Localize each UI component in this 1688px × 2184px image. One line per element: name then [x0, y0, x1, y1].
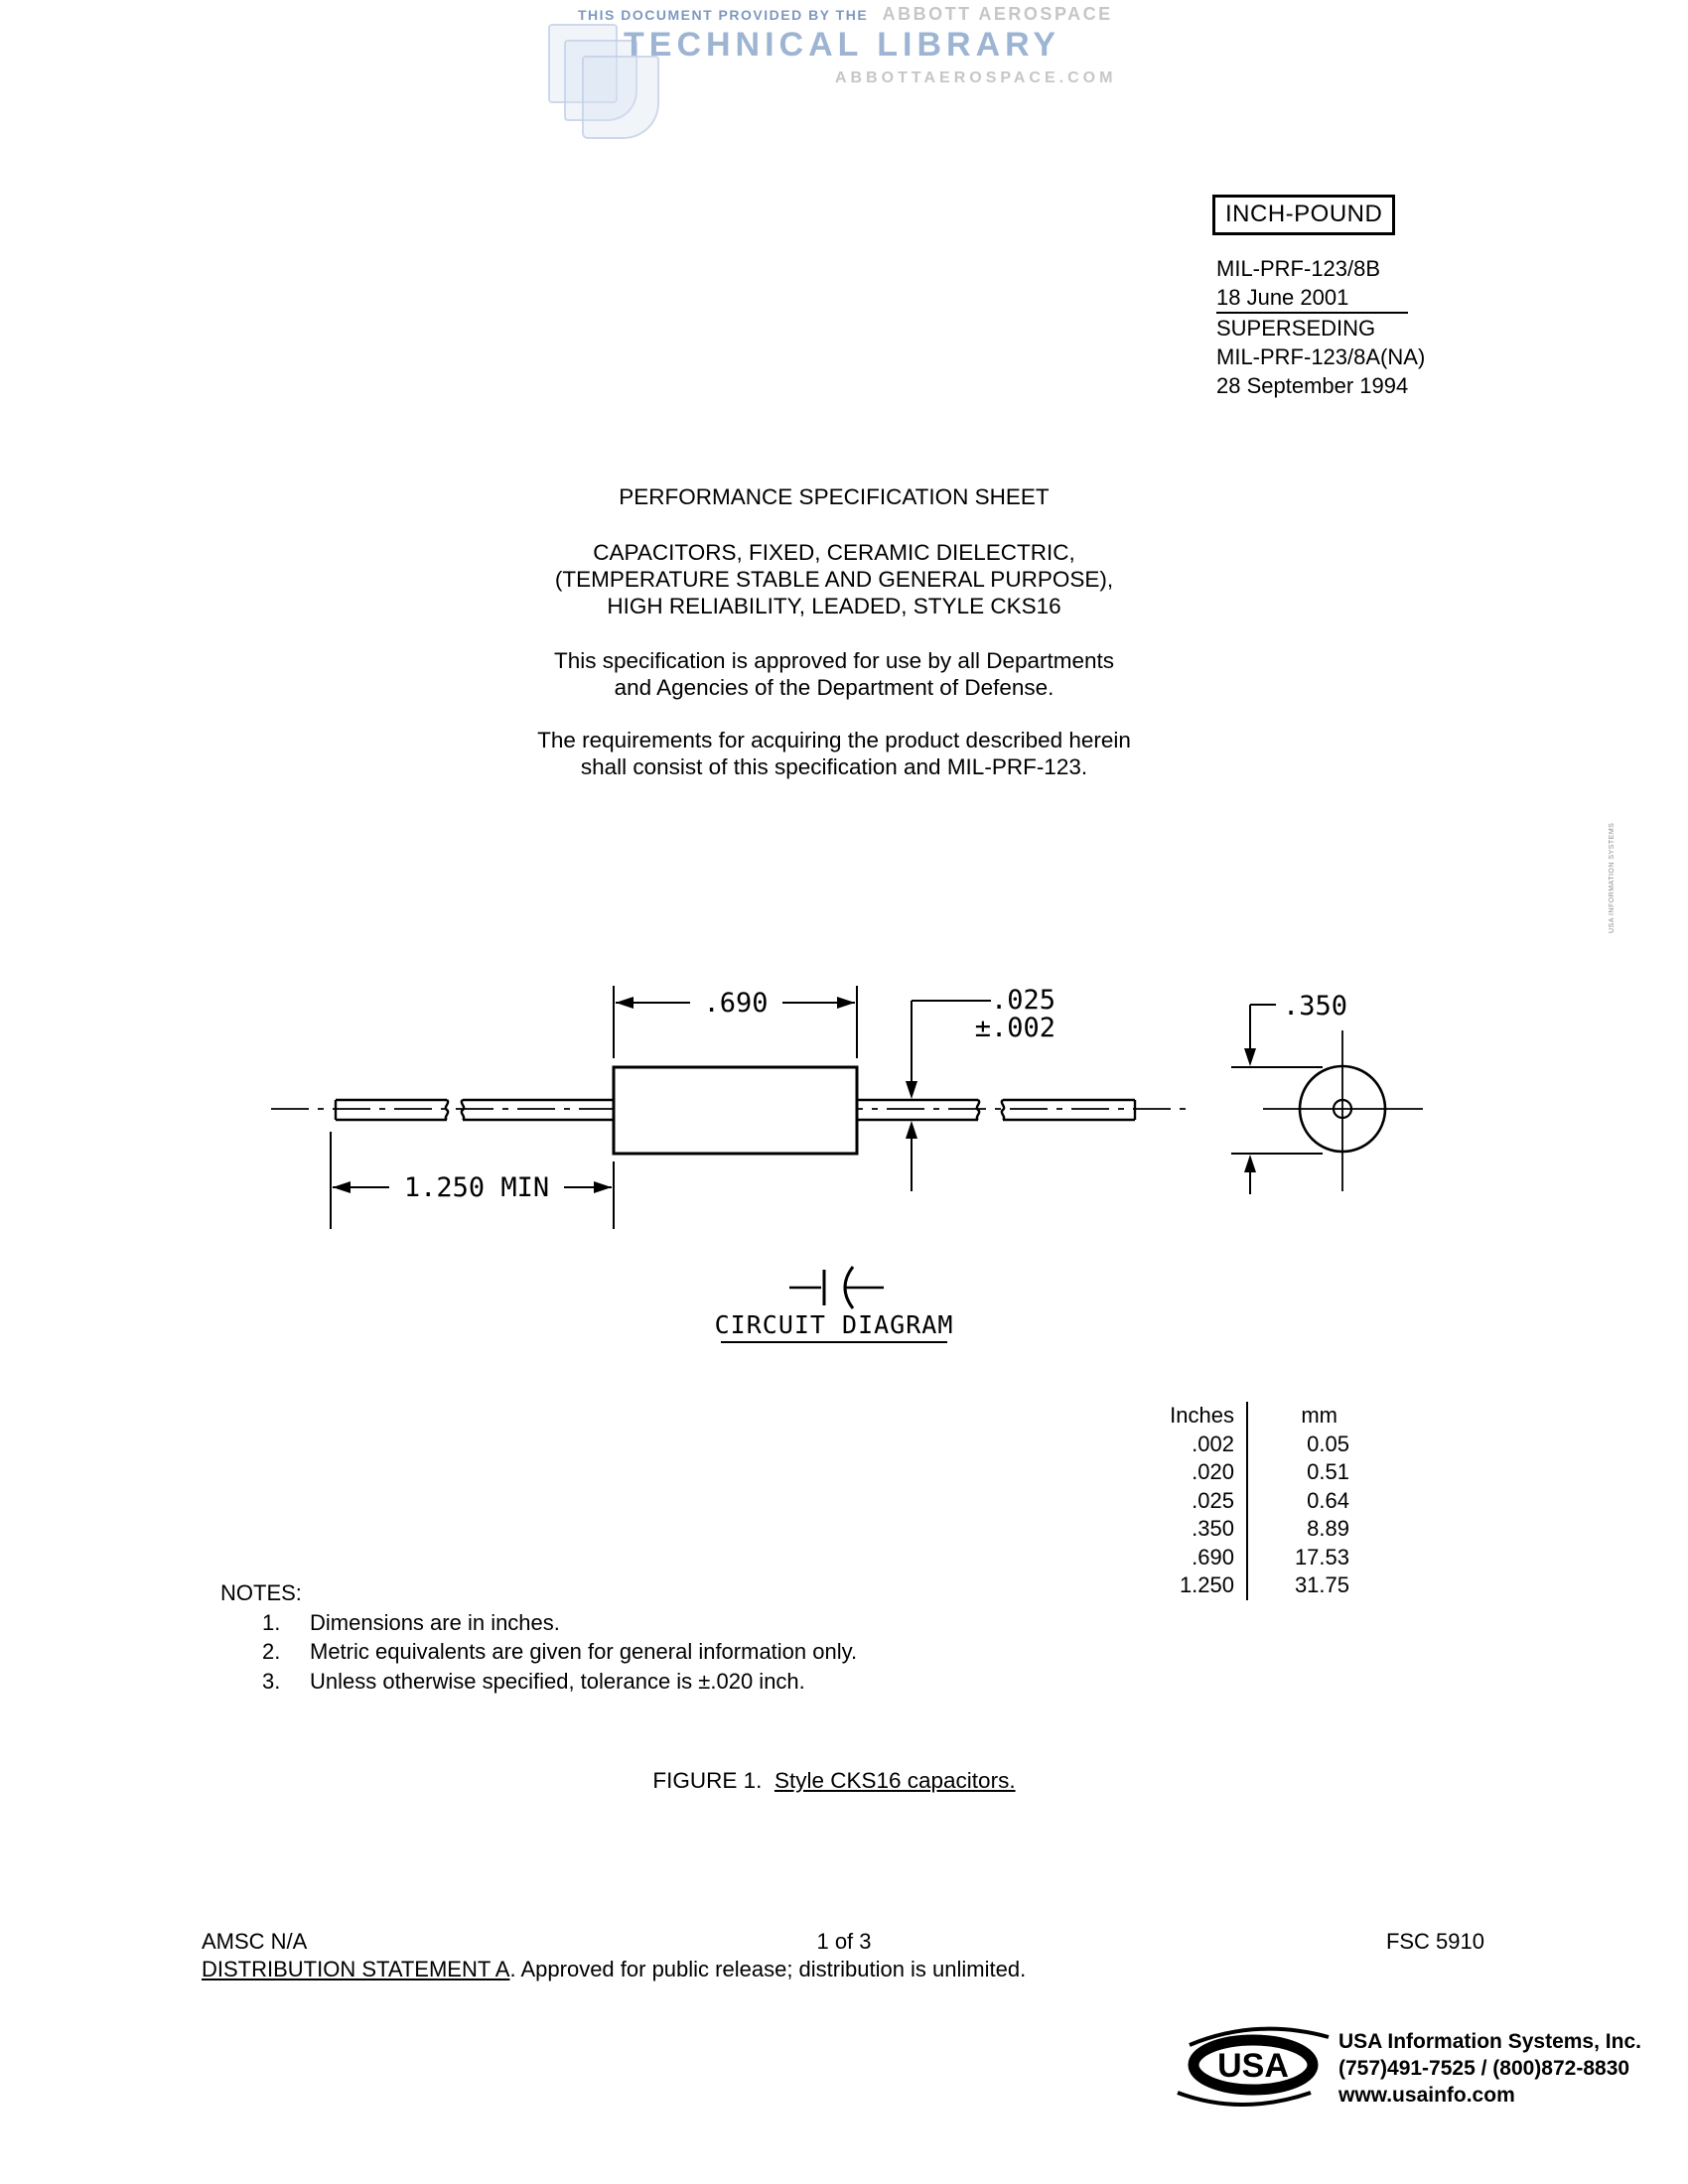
- library-watermark: [0, 0, 1688, 129]
- note-item: 3. Unless otherwise specified, tolerance is ±.020 inch.: [262, 1668, 805, 1694]
- usa-logo: [1172, 2023, 1331, 2113]
- dim-body-diameter: [1231, 1005, 1323, 1194]
- table-row: 1.250 31.75: [1147, 1571, 1351, 1600]
- approval-line: and Agencies of the Department of Defense.: [614, 675, 1055, 700]
- footer-fsc: FSC 5910: [1385, 1929, 1484, 1954]
- inch-pound-badge: INCH-POUND: [1212, 195, 1395, 235]
- vendor-name: USA Information Systems, Inc.: [1338, 2030, 1641, 2053]
- circuit-diagram-label: CIRCUIT DIAGRAM: [714, 1310, 954, 1339]
- notes-heading: NOTES:: [220, 1580, 302, 1605]
- abbott-aerospace-text: ABBOTT AEROSPACE: [882, 4, 1113, 24]
- superseded-spec: MIL-PRF-123/8A(NA): [1216, 344, 1426, 369]
- figure-label: FIGURE 1.: [652, 1768, 763, 1793]
- distribution-statement: [202, 1957, 1026, 1982]
- vendor-info: [1338, 2028, 1641, 2109]
- title-line: CAPACITORS, FIXED, CERAMIC DIELECTRIC,: [593, 540, 1075, 565]
- figure-caption-text: Style CKS16 capacitors.: [774, 1768, 1016, 1793]
- requirements-line: The requirements for acquiring the product described herein: [537, 728, 1131, 752]
- table-row: .002 0.05: [1147, 1431, 1351, 1459]
- title-block: [298, 483, 1370, 780]
- right-lead: [857, 1100, 1135, 1120]
- capacitor-outline-drawing: [0, 943, 1688, 1350]
- footer-amsc: AMSC N/A: [202, 1929, 308, 1954]
- mm-header: mm: [1247, 1402, 1351, 1431]
- side-vertical-note: USA INFORMATION SYSTEMS: [1609, 822, 1616, 933]
- table-row: .690 17.53: [1147, 1544, 1351, 1572]
- metric-conversion-table: [1147, 1402, 1351, 1600]
- end-view: [1263, 1030, 1423, 1191]
- provided-by-text: THIS DOCUMENT PROVIDED BY THE: [578, 7, 869, 23]
- dim-body-dia-label: .350: [1283, 991, 1348, 1022]
- dim-lead-dia-value: .025: [990, 985, 1055, 1016]
- technical-library-text: TECHNICAL LIBRARY: [624, 26, 1061, 64]
- footer-page-number: 1 of 3: [816, 1929, 872, 1954]
- spec-number: MIL-PRF-123/8B: [1216, 256, 1381, 281]
- title-line: (TEMPERATURE STABLE AND GENERAL PURPOSE),: [554, 567, 1114, 592]
- figure-caption: [298, 1768, 1370, 1794]
- distribution-text: . Approved for public release; distribution is unlimited.: [509, 1957, 1027, 1981]
- table-header-row: [1147, 1402, 1351, 1431]
- pages-icon: [582, 56, 659, 139]
- capacitor-body: [614, 1067, 857, 1154]
- note-item: 2. Metric equivalents are given for general information only.: [262, 1639, 858, 1664]
- spec-date: 18 June 2001: [1216, 283, 1408, 314]
- usa-logo-text: USA: [1217, 2047, 1289, 2085]
- requirements-line: shall consist of this specification and MIL-PRF-123.: [580, 754, 1088, 779]
- dim-lead-dia-tol: ±.002: [974, 1013, 1055, 1043]
- document-id-block: [1216, 254, 1425, 400]
- dim-lead-length-label: 1.250 MIN: [403, 1172, 550, 1203]
- note-item: 1. Dimensions are in inches.: [262, 1609, 560, 1635]
- superseded-date: 28 September 1994: [1216, 373, 1409, 398]
- superseding-label: SUPERSEDING: [1216, 316, 1376, 341]
- approval-line: This specification is approved for use by all Departments: [553, 648, 1115, 673]
- inches-header: Inches: [1170, 1403, 1234, 1429]
- title-line: HIGH RELIABILITY, LEADED, STYLE CKS16: [607, 594, 1061, 618]
- vendor-phone: (757)491-7525 / (800)872-8830: [1338, 2057, 1630, 2080]
- table-row: .020 0.51: [1147, 1458, 1351, 1487]
- distribution-label: DISTRIBUTION STATEMENT A: [202, 1957, 510, 1981]
- table-row: .025 0.64: [1147, 1487, 1351, 1516]
- dim-body-length-label: .690: [703, 988, 769, 1019]
- capacitor-symbol: [789, 1267, 884, 1308]
- left-lead: [336, 1100, 614, 1120]
- sheet-type: PERFORMANCE SPECIFICATION SHEET: [619, 484, 1050, 509]
- notes-section: [220, 1578, 1114, 1696]
- website-text: ABBOTTAEROSPACE.COM: [835, 69, 1117, 86]
- vendor-website: www.usainfo.com: [1338, 2084, 1515, 2107]
- table-row: .350 8.89: [1147, 1515, 1351, 1544]
